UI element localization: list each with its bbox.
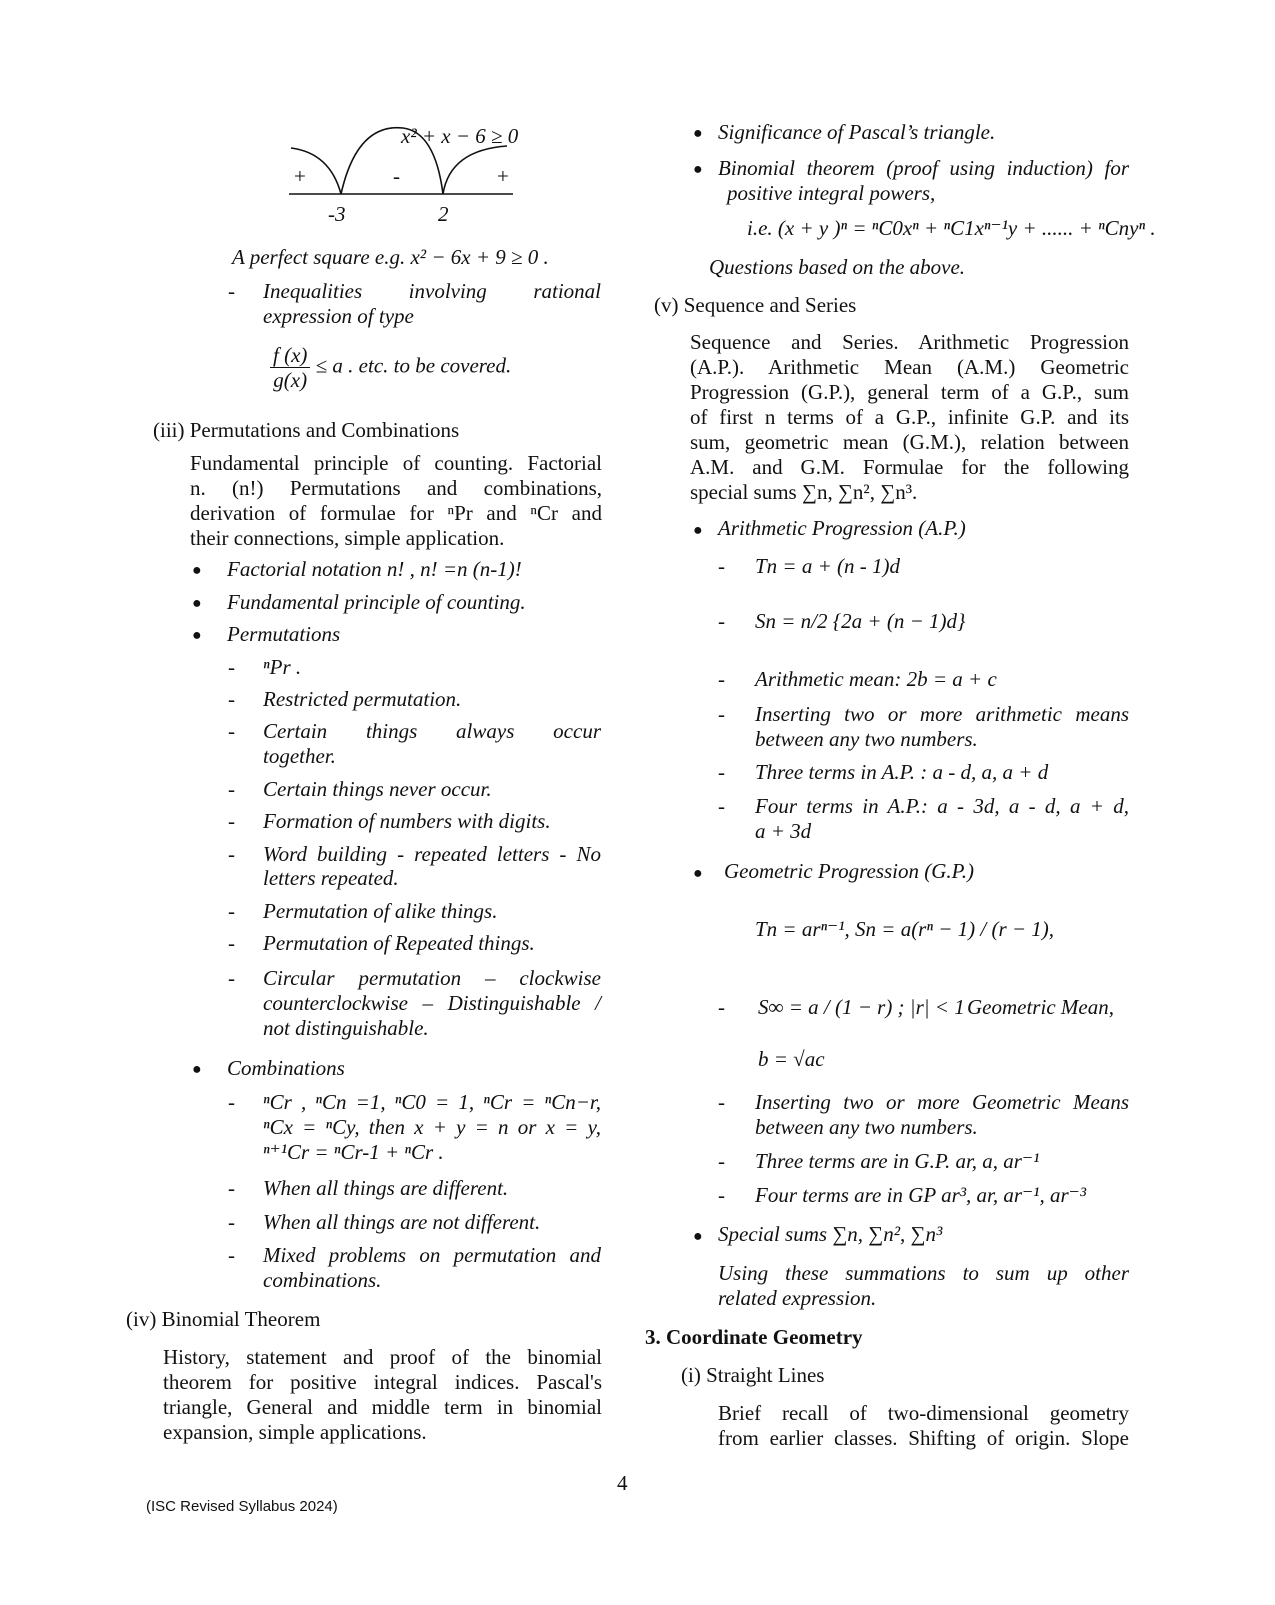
seq-body-line-6: A.M. and G.M. Formulae for the following [690,455,1129,479]
bullet-pascal: Significance of Pascal’s triangle. [718,120,996,144]
dash-marker: - [228,777,235,801]
dash-marker: - [228,899,235,923]
ap-sum-formula: Sn = n/2 {2a + (n − 1)d} [755,609,966,633]
permutations-heading: (iii) Permutations and Combinations [153,418,460,442]
bullet-binomial-proof-1: Binomial theorem (proof using induction) for [718,156,1129,180]
bullet-dot: ● [192,1061,202,1078]
comb-sub-not-different: When all things are not different. [263,1210,541,1234]
ap-three-terms: Three terms in A.P. : a - d, a, a + d [755,760,1049,784]
perm-sub-digits: Formation of numbers with digits. [263,809,551,833]
rational-item-line-2: expression of type [263,304,414,328]
fraction-denominator: g(x) [273,368,308,392]
bullet-binomial-proof-2: positive integral powers, [727,181,936,205]
comb-sub-mixed-1: Mixed problems on permutation and [263,1243,601,1267]
binomial-body [163,1345,602,1445]
bullet-permutations: Permutations [227,622,341,646]
perm-sub-together-1: Certain things always occur [263,719,601,743]
dash-marker: - [718,1183,725,1207]
dash-marker: - [718,794,725,818]
fraction [270,343,310,392]
binomial-formula: i.e. (x + y )ⁿ = ⁿC0xⁿ + ⁿC1xⁿ⁻¹y + ...... + ⁿCnyⁿ . [747,216,1156,240]
sequence-heading: (v) Sequence and Series [654,293,857,317]
bullet-dot: ● [192,627,202,644]
seq-body-line-2: (A.P.). Arithmetic Mean (A.M.) Geometric [690,355,1129,379]
straight-body-line-1: Brief recall of two-dimensional geometry [718,1401,1129,1425]
comb-sub-identities-2: ⁿCx = ⁿCy, then x + y = n or x = y, [263,1115,601,1139]
straight-body-line-2: from earlier classes. Shifting of origin. Slope [718,1426,1129,1450]
perm-sub-repeated: Permutation of Repeated things. [263,931,535,955]
bullet-special-sums: Special sums ∑n, ∑n², ∑n³ [718,1222,943,1246]
seq-body-line-3: Progression (G.P.), general term of a G.P., sum [690,380,1129,404]
gm-formula: b = √ac [758,1047,825,1071]
perm-body-line-3: derivation of formulae for ⁿPr and ⁿCr and [190,501,602,525]
comb-sub-mixed-2: combinations. [263,1268,382,1292]
root-two: 2 [438,202,449,226]
dash-marker: - [718,1090,725,1114]
perm-body-line-1: Fundamental principle of counting. Factorial [190,451,602,475]
seq-body-line-4: of first n terms of a G.P., infinite G.P. and its [690,405,1129,429]
gp-formula: Tn = arⁿ⁻¹, Sn = a(rⁿ − 1) / (r − 1), [755,917,1055,941]
bullet-gp: Geometric Progression (G.P.) [724,859,975,883]
ap-four-terms-1: Four terms in A.P.: a - 3d, a - d, a + d, [755,794,1129,818]
sign-plus-right: + [497,164,509,188]
gp-inserting-2: between any two numbers. [755,1115,978,1139]
root-minus-three: -3 [328,202,346,226]
perm-sub-npr: ⁿPr . [263,655,302,679]
perm-sub-circular-1: Circular permutation – clockwise [263,966,601,990]
bullet-dot: ● [192,562,202,579]
dash-marker: - [228,1243,235,1267]
perm-sub-word-2: letters repeated. [263,866,399,890]
perm-sub-word-1: Word building - repeated letters - No [263,842,601,866]
ap-four-terms-2: a + 3d [755,819,812,843]
perm-body-line-4: their connections, simple application. [190,526,505,550]
footer-syllabus: (ISC Revised Syllabus 2024) [146,1498,338,1515]
dash-marker: - [718,609,725,633]
binomial-body-line-4: expansion, simple applications. [163,1420,427,1444]
bullet-dot: ● [693,522,703,539]
perm-sub-never: Certain things never occur. [263,777,492,801]
ap-inserting-1: Inserting two or more arithmetic means [755,702,1129,726]
dash-marker: - [718,760,725,784]
comb-sub-identities-3: ⁿ⁺¹Cr = ⁿCr-1 + ⁿCr . [263,1140,444,1164]
bullet-dot: ● [693,161,703,178]
dash-marker: - [228,279,235,303]
binomial-body-line-2: theorem for positive integral indices. Pascal's [163,1370,602,1394]
dash-marker: - [228,809,235,833]
sign-plus-left: + [294,164,306,188]
bullet-factorial: Factorial notation n! , n! =n (n-1)! [227,557,522,581]
dash-marker: - [718,1149,725,1173]
dash-marker: - [718,667,725,691]
bullet-dot: ● [192,595,202,612]
bullet-dot: ● [693,1228,703,1245]
binomial-body-line-1: History, statement and proof of the binomial [163,1345,602,1369]
perm-sub-together-2: together. [263,744,336,768]
bullet-ap: Arithmetic Progression (A.P.) [718,516,966,540]
coordinate-geometry-heading: 3. Coordinate Geometry [645,1325,863,1349]
ap-nth-term: Tn = a + (n - 1)d [755,554,901,578]
rational-item-line-1: Inequalities involving rational [263,279,601,303]
bullet-dot: ● [693,865,703,882]
special-body-2: related expression. [718,1286,877,1310]
dash-marker: - [718,554,725,578]
dash-marker: - [228,719,235,743]
sign-minus: - [393,164,400,188]
seq-body-line-5: sum, geometric mean (G.M.), relation between [690,430,1129,454]
ap-arithmetic-mean: Arithmetic mean: 2b = a + c [755,667,997,691]
dash-marker: - [228,687,235,711]
gp-four-terms: Four terms are in GP ar³, ar, ar⁻¹, ar⁻³ [755,1183,1086,1207]
dash-marker: - [228,1090,235,1114]
gp-inserting-1: Inserting two or more Geometric Means [755,1090,1129,1114]
sequence-body [690,330,1129,505]
dash-marker: - [718,702,725,726]
comb-sub-different: When all things are different. [263,1176,509,1200]
perfect-square-example: A perfect square e.g. x² − 6x + 9 ≥ 0 . [232,245,549,269]
fraction-numerator: f (x) [270,343,310,368]
perm-sub-alike: Permutation of alike things. [263,899,498,923]
gm-label: Geometric Mean, [967,995,1114,1019]
seq-body-line-1: Sequence and Series. Arithmetic Progression [690,330,1129,354]
sign-chart-diagram [285,118,525,228]
gp-three-terms: Three terms are in G.P. ar, a, ar⁻¹ [755,1149,1040,1173]
binomial-heading: (iv) Binomial Theorem [126,1307,321,1331]
dash-marker: - [228,655,235,679]
page-number: 4 [617,1471,628,1495]
dash-marker: - [228,1176,235,1200]
perm-sub-circular-3: not distinguishable. [263,1016,429,1040]
rational-fraction [270,343,511,392]
ap-inserting-2: between any two numbers. [755,727,978,751]
dash-marker: - [228,966,235,990]
perm-body-line-2: n. (n!) Permutations and combinations, [190,476,602,500]
straight-lines-heading: (i) Straight Lines [681,1363,825,1387]
dash-marker: - [228,1210,235,1234]
perm-sub-restricted: Restricted permutation. [263,687,462,711]
gp-infinite-sum: S∞ = a / (1 − r) ; |r| < 1 [758,995,965,1019]
bullet-dot: ● [693,125,703,142]
bullet-combinations: Combinations [227,1056,345,1080]
special-body-1: Using these summations to sum up other [718,1261,1129,1285]
straight-lines-body [718,1401,1129,1451]
dash-marker: - [228,842,235,866]
inequality-label: x² + x − 6 ≥ 0 [401,124,519,148]
dash-marker: - [228,931,235,955]
dash-marker: - [718,995,725,1019]
binomial-body-line-3: triangle, General and middle term in binomial [163,1395,602,1419]
bullet-fundamental: Fundamental principle of counting. [227,590,526,614]
seq-body-line-7: special sums ∑n, ∑n², ∑n³. [690,480,918,504]
permutations-body [190,451,602,551]
perm-sub-circular-2: counterclockwise – Distinguishable / [263,991,601,1015]
comb-sub-identities-1: ⁿCr , ⁿCn =1, ⁿC0 = 1, ⁿCr = ⁿCn−r, [263,1090,601,1114]
questions-note: Questions based on the above. [709,255,966,279]
fraction-tail: ≤ a . etc. to be covered. [315,353,512,378]
